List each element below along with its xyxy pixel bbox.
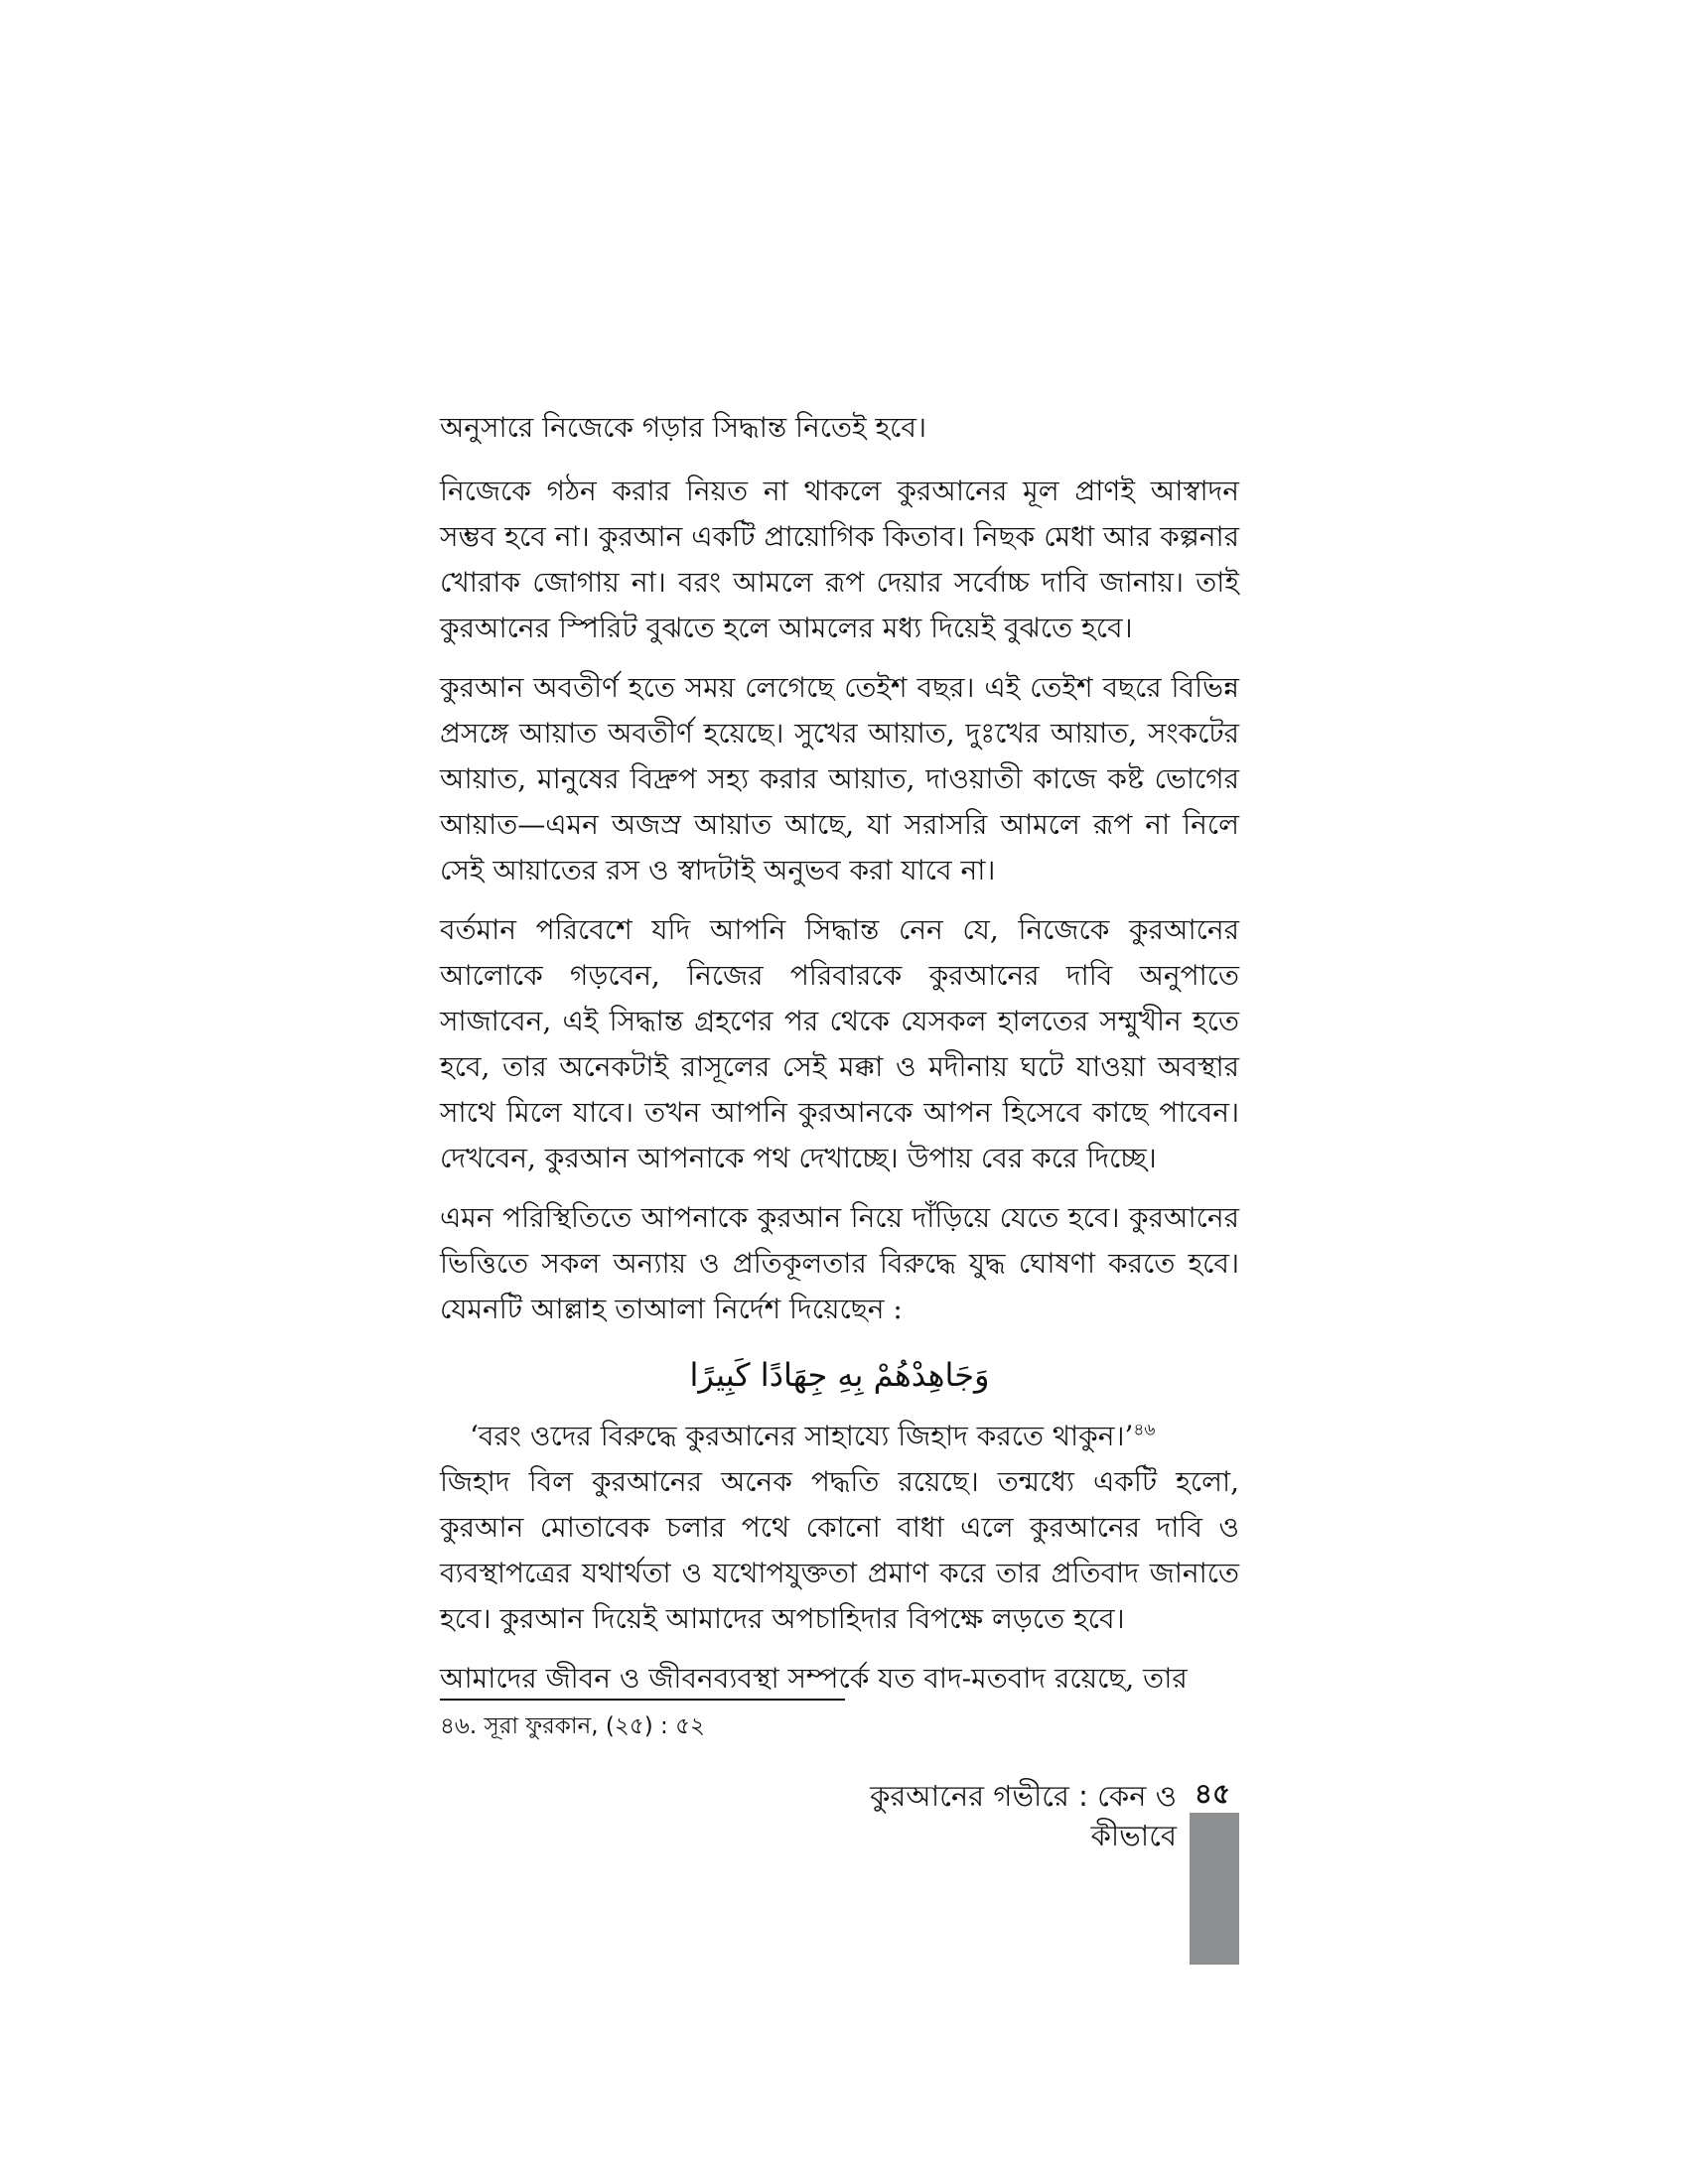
main-text <box>440 405 1239 1715</box>
footnote: ৪৬. সূরা ফুরকান, (২৫) : ৫২ <box>440 1713 705 1739</box>
verse-translation <box>440 1414 1239 1459</box>
paragraph-5: এমন পরিস্থিতিতে আপনাকে কুরআন নিয়ে দাঁড়িয়ে যেতে হবে। কুরআনের ভিত্তিতে সকল অন্যায় ও প্রতিকূলতার বিরুদ্ধে যুদ্ধ ঘোষণা করতে হবে। যেমনটি আল্লাহ তাআলা নির্দেশ দিয়েছেন : <box>440 1201 1239 1325</box>
page-number: ৪৫ <box>1194 1777 1231 1810</box>
paragraph-6: জিহাদ বিল কুরআনের অনেক পদ্ধতি রয়েছে। তন্মধ্যে একটি হলো, কুরআন মোতাবেক চলার পথে কোনো বাধা এলে কুরআনের দাবি ও ব্যবস্থাপত্রের যথার্থতা ও যথোপযুক্ততা প্রমাণ করে তার প্রতিবাদ জানাতে হবে। কুরআন দিয়েই আমাদের অপচাহিদার বিপক্ষে লড়তে হবে। <box>440 1465 1239 1635</box>
footnote-divider <box>440 1699 845 1701</box>
side-thumb-tab <box>1190 1813 1239 1965</box>
paragraph-7: আমাদের জীবন ও জীবনব্যবস্থা সম্পর্কে যত বাদ-মতবাদ রয়েছে, তার <box>440 1662 1188 1695</box>
paragraph-1: অনুসারে নিজেকে গড়ার সিদ্ধান্ত নিতেই হবে। <box>440 411 927 444</box>
footnote-reference: ৪৬ <box>1133 1420 1156 1440</box>
running-title: কুরআনের গভীরে : কেন ও কীভাবে <box>870 1779 1177 1852</box>
paragraph-3: কুরআন অবতীর্ণ হতে সময় লেগেছে তেইশ বছর। এই তেইশ বছরে বিভিন্ন প্রসঙ্গে আয়াত অবতীর্ণ হয়েছে। সুখের আয়াত, দুঃখের আয়াত, সংকটের আয়াত, মানুষের বিদ্রুপ সহ্য করার আয়াত, দাওয়াতী কাজে কষ্ট ভোগের আয়াত—এমন অজস্র আয়াত আছে, যা সরাসরি আমলে রূপ না নিলে সেই আয়াতের রস ও স্বাদটাই অনুভব করা যাবে না। <box>440 671 1239 887</box>
paragraph-2: নিজেকে গঠন করার নিয়ত না থাকলে কুরআনের মূল প্রাণই আস্বাদন সম্ভব হবে না। কুরআন একটি প্রায়োগিক কিতাব। নিছক মেধা আর কল্পনার খোরাক জোগায় না। বরং আমলে রূপ দেয়ার সর্বোচ্চ দাবি জানায়। তাই কুরআনের স্পিরিট বুঝতে হলে আমলের মধ্য দিয়েই বুঝতে হবে। <box>440 475 1239 644</box>
verse-translation-text: ‘বরং ওদের বিরুদ্ধে কুরআনের সাহায্যে জিহাদ করতে থাকুন।’ <box>470 1420 1134 1452</box>
arabic-verse: وَجَاهِدْهُمْ بِهِ جِهَادًا كَبِيرًا <box>689 1356 990 1394</box>
paragraph-4: বর্তমান পরিবেশে যদি আপনি সিদ্ধান্ত নেন যে, নিজেকে কুরআনের আলোকে গড়বেন, নিজের পরিবারকে কুরআনের দাবি অনুপাতে সাজাবেন, এই সিদ্ধান্ত গ্রহণের পর থেকে যেসকল হালতের সম্মুখীন হতে হবে, তার অনেকটাই রাসূলের সেই মক্কা ও মদীনায় ঘটে যাওয়া অবস্থার সাথে মিলে যাবে। তখন আপনি কুরআনকে আপন হিসেবে কাছে পাবেন। দেখবেন, কুরআন আপনাকে পথ দেখাচ্ছে। উপায় বের করে দিচ্ছে। <box>440 913 1239 1174</box>
